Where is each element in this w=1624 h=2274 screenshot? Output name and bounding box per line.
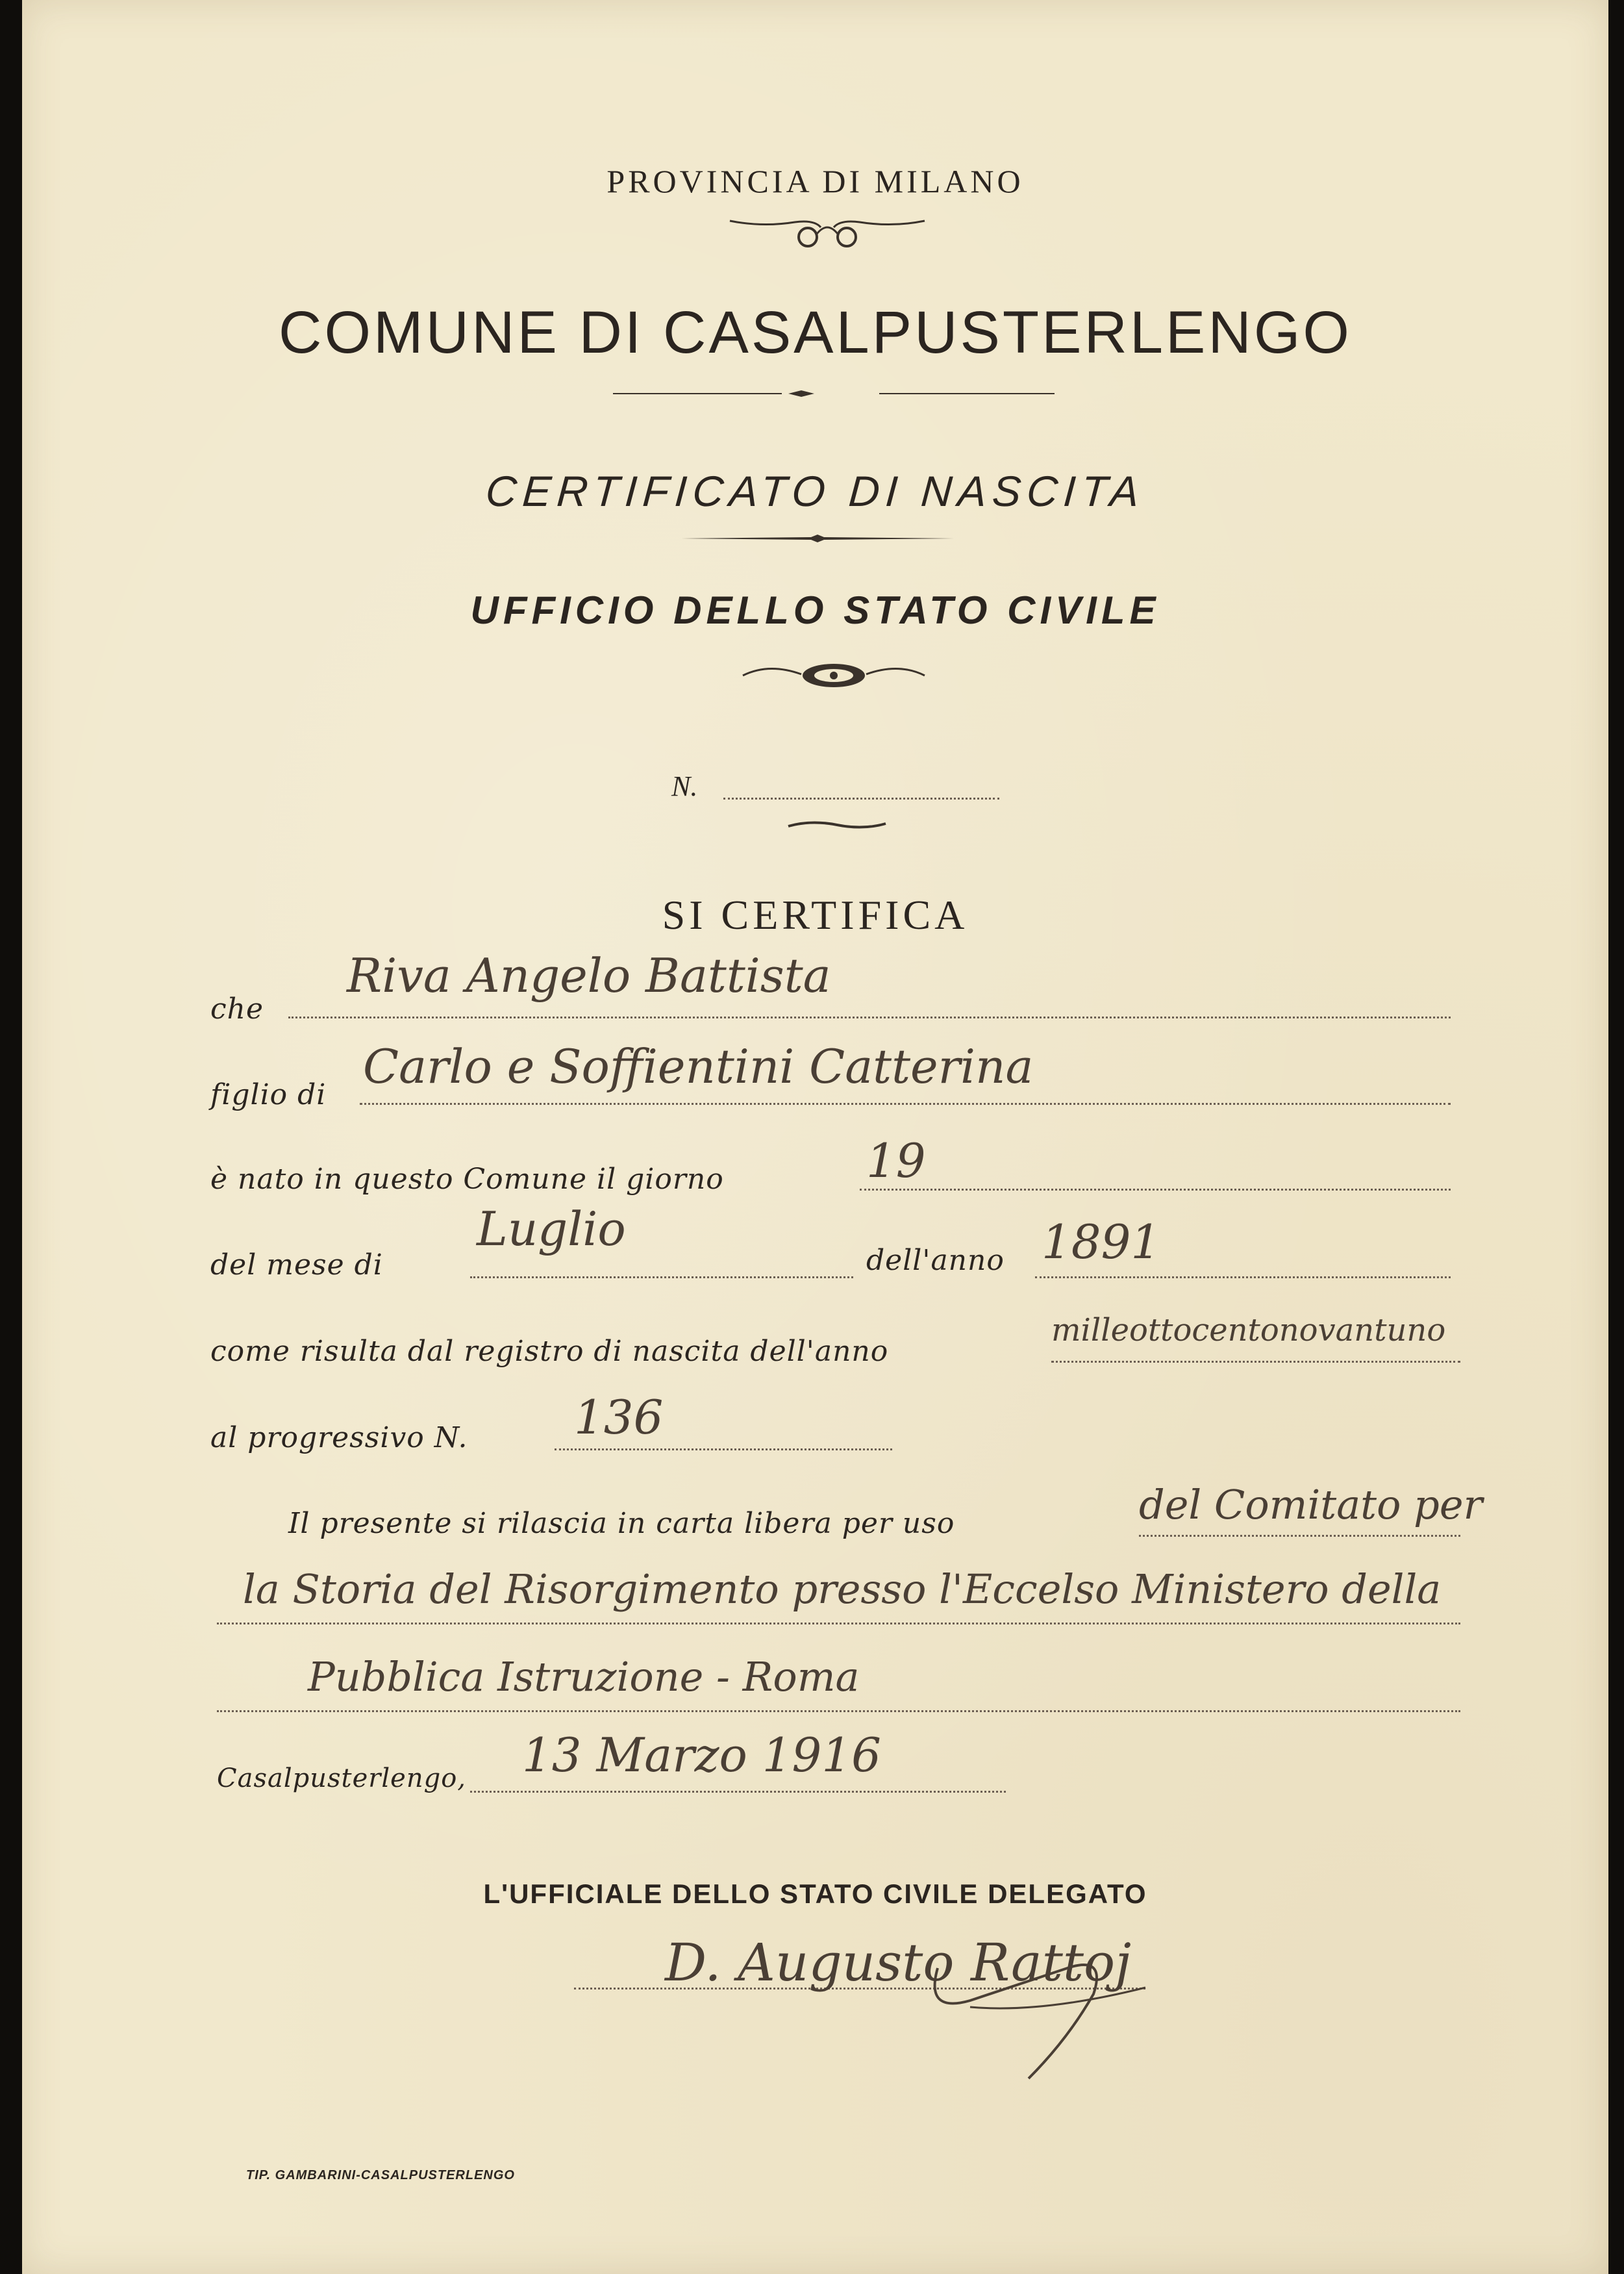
place-label: Casalpusterlengo, (217, 1763, 467, 1793)
ornament-flourish-top (723, 208, 931, 260)
comune-heading: COMUNE DI CASALPUSTERLENGO (279, 299, 1352, 366)
certificate-title: CERTIFICATO DI NASCITA (484, 467, 1147, 515)
si-certifica-heading: SI CERTIFICA (662, 892, 969, 938)
provincia-heading: PROVINCIA DI MILANO (606, 163, 1024, 199)
figlio-line (360, 1103, 1451, 1105)
uso-value-line-1: del Comitato per (1139, 1481, 1483, 1528)
registro-value: milleottocentonovantuno (1051, 1312, 1446, 1348)
che-value: Riva Angelo Battista (347, 948, 831, 1003)
figlio-label: figlio di (210, 1078, 327, 1111)
uso-value-line-3: Pubblica Istruzione - Roma (308, 1653, 860, 1700)
anno-value: 1891 (1042, 1215, 1161, 1269)
signature-flourish (899, 1942, 1171, 2085)
uso-line-1 (1139, 1535, 1460, 1537)
certificate-paper (22, 0, 1608, 2274)
anno-line (1035, 1276, 1451, 1278)
uso-line-3 (217, 1710, 1460, 1712)
printer-imprint: TIP. GAMBARINI-CASALPUSTERLENGO (246, 2168, 515, 2182)
mese-value: Luglio (477, 1202, 626, 1256)
ornament-tilde (785, 818, 889, 831)
office-heading: UFFICIO DELLO STATO CIVILE (470, 588, 1160, 632)
ornament-flourish-middle (736, 656, 931, 695)
uso-value-line-2: la Storia del Risorgimento presso l'Eccelso Ministero della (243, 1565, 1442, 1613)
figlio-value: Carlo e Soffientini Catterina (363, 1039, 1034, 1094)
progressivo-line (555, 1448, 892, 1450)
giorno-line (860, 1189, 1451, 1191)
divider-line (613, 388, 1055, 399)
mese-label: del mese di (210, 1248, 383, 1282)
progressivo-value: 136 (574, 1390, 664, 1445)
officer-title: L'UFFICIALE DELLO STATO CIVILE DELEGATO (483, 1878, 1147, 1909)
divider-line (681, 534, 954, 543)
che-label: che (210, 992, 264, 1026)
nato-label: è nato in questo Comune il giorno (210, 1163, 724, 1196)
certificate-number-label: N. (671, 770, 698, 802)
giorno-value: 19 (866, 1133, 926, 1188)
anno-label: dell'anno (866, 1244, 1005, 1277)
progressivo-label: al progressivo N. (210, 1421, 468, 1454)
uso-line-2 (217, 1623, 1460, 1624)
certificate-number-line (723, 798, 999, 800)
uso-label: Il presente si rilascia in carta libera per uso (288, 1507, 955, 1540)
che-line (288, 1017, 1451, 1018)
mese-line (470, 1276, 853, 1278)
officer-signature: D. Augusto Rattoj (665, 1932, 1132, 1993)
date-value: 13 Marzo 1916 (522, 1728, 881, 1782)
date-line (470, 1791, 1006, 1793)
registro-label: come risulta dal registro di nascita dell'anno (210, 1335, 889, 1368)
registro-line (1051, 1361, 1460, 1363)
